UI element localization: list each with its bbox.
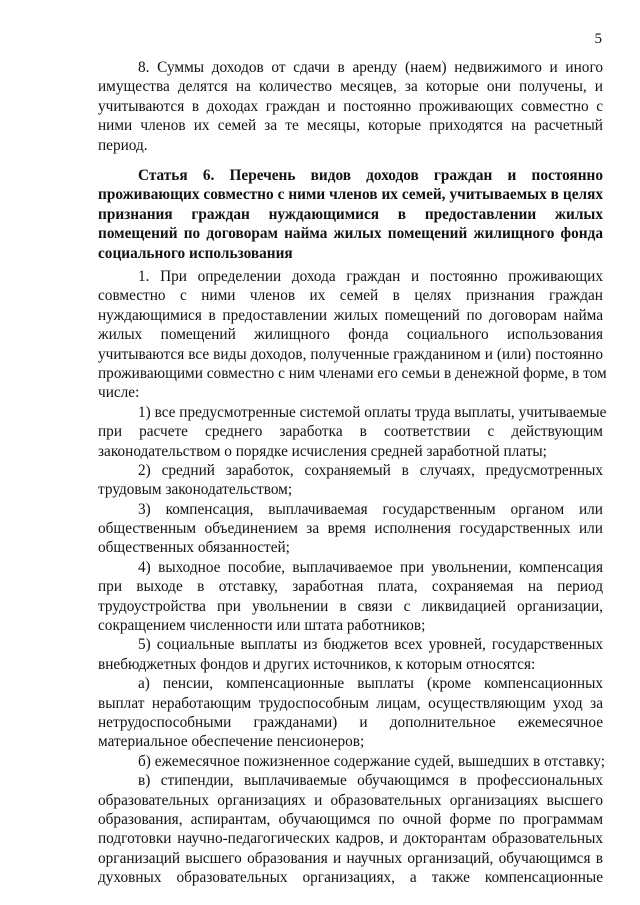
sub-item-line: б) ежемесячное пожизненное содержание судей, вышедших в отставку;: [138, 752, 605, 770]
list-item-line: 4) выходное пособие, выплачиваемое при увольнении, компенсация: [138, 558, 603, 576]
article-6-heading: [98, 166, 603, 263]
sub-item-line: в) стипендии, выплачиваемые обучающимся в профессиональных: [138, 772, 603, 790]
text-line: период.: [98, 136, 148, 154]
list-item-line: сокращением численности или штата работников;: [98, 617, 426, 635]
paragraph-8: [98, 58, 603, 155]
text-line: проживающими совместно с ним членами его семьи в денежной форме, в том: [98, 364, 607, 382]
text-line: жилых помещений жилищного фонда социального использования: [98, 326, 603, 344]
article-6-body: [98, 267, 607, 888]
text-line: учитываются в доходах граждан и постоянно проживающих совместно с: [98, 97, 603, 115]
text-line: нуждающимися в предоставлении жилых помещений по договорам найма: [98, 306, 603, 324]
text-line: числе:: [98, 384, 140, 402]
sub-item-line: нетрудоспособными гражданами) и дополнительное ежемесячное: [98, 713, 603, 731]
list-item-line: 1) все предусмотренные системой оплаты труда выплаты, учитываемые: [138, 403, 607, 421]
list-item-line: при выходе в отставку, заработная плата, сохраняемая на период: [98, 578, 603, 596]
sub-item-line: а) пенсии, компенсационные выплаты (кроме компенсационных: [138, 675, 603, 693]
heading-line: помещений по договорам найма жилых помещений жилищного фонда: [98, 225, 603, 243]
heading-line: проживающих совместно с ними членов их семей, учитываемых в целях: [98, 186, 603, 204]
list-item-line: общественным объединением за время исполнения государственных или: [98, 520, 603, 538]
text-line: учитываются все виды доходов, полученные гражданином и (или) постоянно: [98, 345, 603, 363]
sub-item-line: материальное обеспечение пенсионеров;: [98, 733, 365, 751]
heading-line: социального использования: [98, 244, 293, 262]
list-item-line: 5) социальные выплаты из бюджетов всех уровней, государственных: [138, 636, 603, 654]
list-item-line: трудовым законодательством;: [98, 481, 293, 499]
heading-line: признания граждан нуждающимися в предоставлении жилых: [98, 205, 603, 223]
list-item-line: общественных обязанностей;: [98, 539, 290, 557]
sub-item-line: подготовки научно-педагогических кадров, и докторантам образовательных: [98, 830, 603, 848]
text-line: 8. Суммы доходов от сдачи в аренду (наем) недвижимого и иного: [138, 59, 603, 76]
heading-line: Статья 6. Перечень видов доходов граждан и постоянно: [138, 167, 603, 184]
text-line: имущества делятся на количество месяцев, за которые они получены, и: [98, 78, 603, 96]
page-number: 5: [594, 31, 602, 47]
text-line: ними членов их семей за те месяцы, которые приходятся на расчетный: [98, 117, 603, 135]
list-item-line: законодательством о порядке исчисления средней заработной платы;: [98, 442, 547, 460]
list-item-line: 3) компенсация, выплачиваемая государственным органом или: [138, 500, 603, 518]
sub-item-line: организаций высшего образования и научных организаций, обучающимся в: [98, 849, 603, 867]
sub-item-line: выплат неработающим трудоспособным лицам, осуществляющим уход за: [98, 694, 603, 712]
list-item-line: трудоустройства при увольнении в связи с ликвидацией организации,: [98, 597, 603, 615]
sub-item-line: духовных образовательных организациях, а также компенсационные: [98, 869, 603, 887]
list-item-line: внебюджетных фондов и других источников, к которым относятся:: [98, 655, 536, 673]
sub-item-line: образовательных организациях и образовательных организациях высшего: [98, 791, 603, 809]
text-line: 1. При определении дохода граждан и постоянно проживающих: [138, 268, 603, 285]
sub-item-line: образования, аспирантам, обучающимся по очной форме по программам: [98, 810, 603, 828]
list-item-line: 2) средний заработок, сохраняемый в случаях, предусмотренных: [138, 461, 603, 479]
list-item-line: при расчете среднего заработка в соответствии с действующим: [98, 423, 603, 441]
text-line: совместно с ними членов их семей в целях признания граждан: [98, 287, 603, 305]
